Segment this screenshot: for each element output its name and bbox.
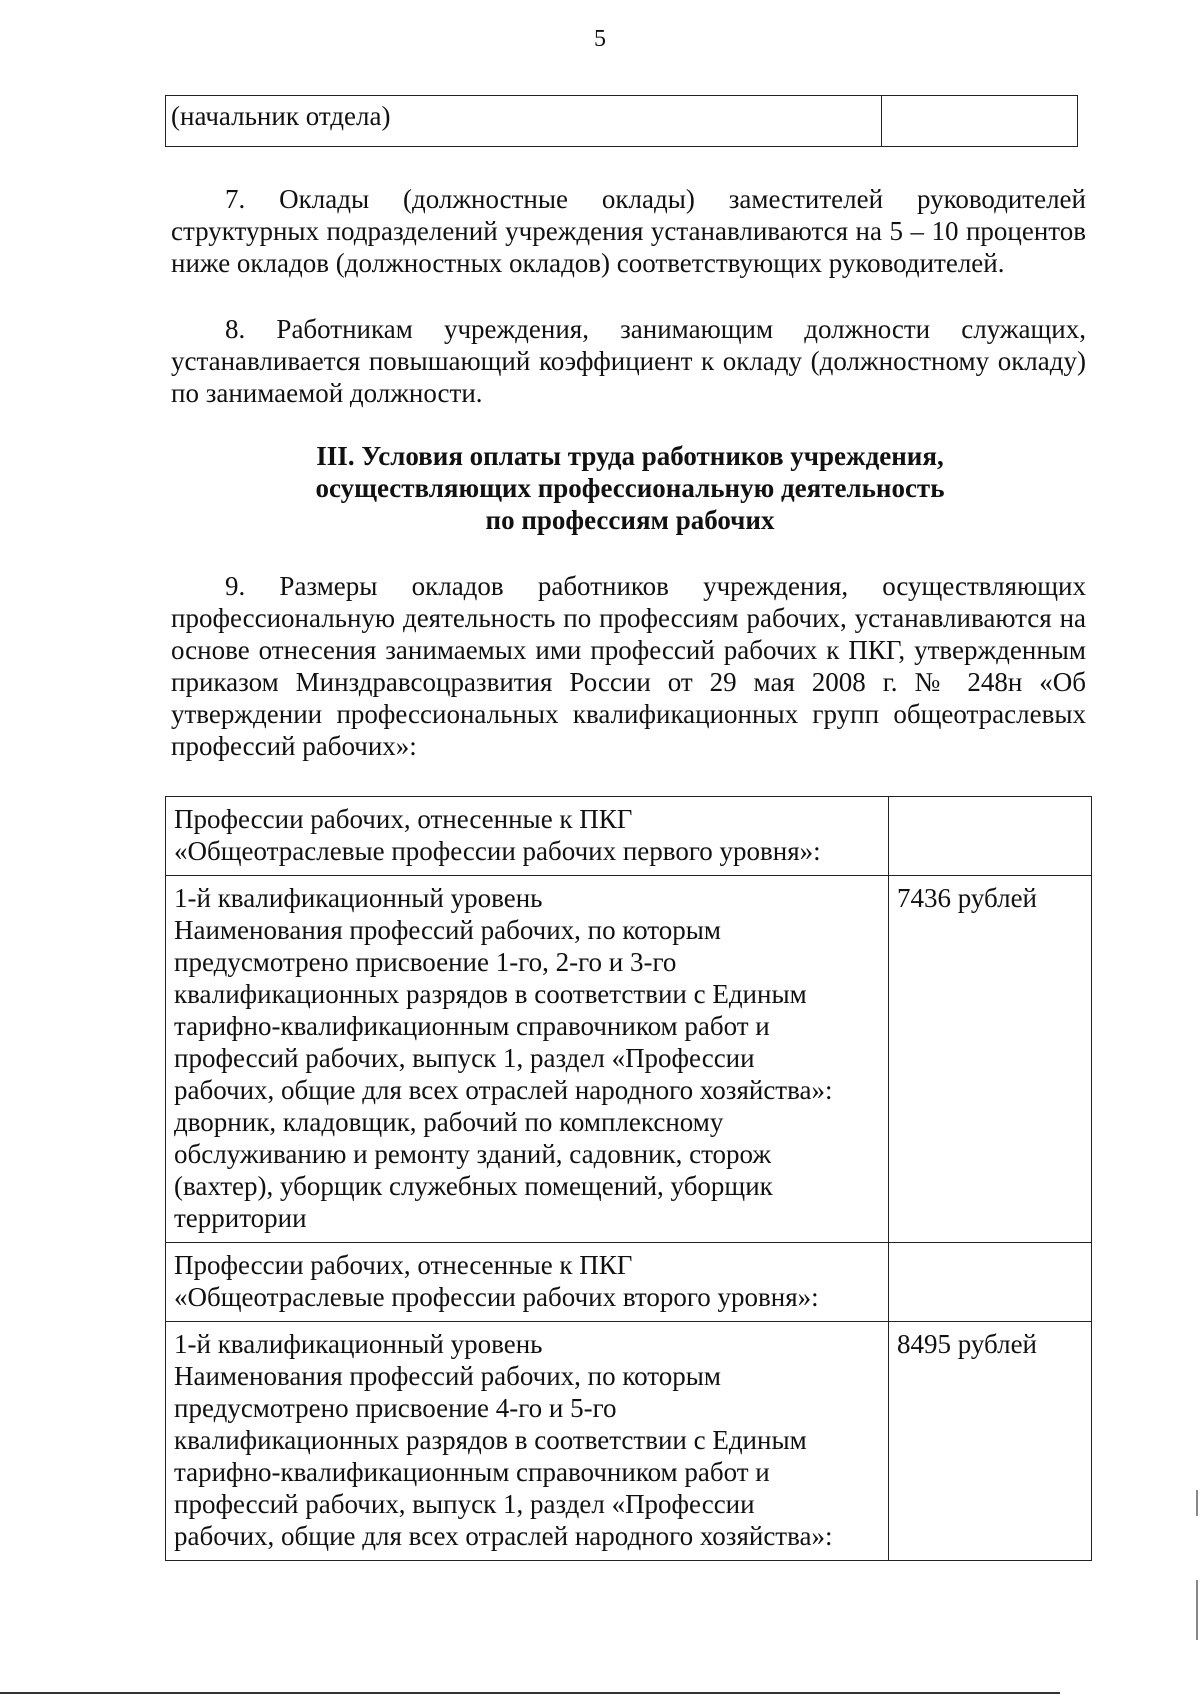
table-cell-line: 1-й квалификационный уровень <box>174 1329 543 1359</box>
heading-line: III. Условия оплаты труда работников учреждения, <box>316 441 944 471</box>
table-row <box>166 876 1092 1243</box>
table-row <box>166 797 1092 876</box>
table-cell-line: 1-й квалификационный уровень <box>174 883 543 913</box>
paragraph-7 <box>171 183 1086 279</box>
paragraph-text: 9. Размеры окладов работников учреждения, осуществляющих профессиональную деятельность по профессиям рабочих, устанавливаются на основе отнесения занимаемых ими профессий рабочих к ПКГ, утвержденным приказом Минздравсоцразвития России от 29 мая 2008 г. № 248н «Об утверждении профессиональных квалификационных групп общеотраслевых профессий рабочих»: <box>171 571 1086 761</box>
paragraph-text: 7. Оклады (должностные оклады) заместителей руководителей структурных подразделений учреждения устанавливаются на 5 – 10 процентов ниже окладов (должностных окладов) соответствующих руководителей. <box>171 184 1086 278</box>
paragraph-text: 8. Работникам учреждения, занимающим должности служащих, устанавливается повышающий коэффициент к окладу (должностному окладу) по занимаемой должности. <box>171 314 1086 408</box>
table-cell-description <box>166 876 889 1243</box>
table-cell-line: Профессии рабочих, отнесенные к ПКГ <box>174 804 633 834</box>
paragraph-9 <box>171 570 1086 762</box>
top-table <box>165 95 1078 147</box>
table-cell-line: Наименования профессий рабочих, по которым <box>174 1361 721 1391</box>
table-cell-salary <box>889 797 1092 876</box>
table-cell-line: предусмотрено присвоение 1-го, 2-го и 3-го <box>174 947 677 977</box>
table-cell-line: рабочих, общие для всех отраслей народного хозяйства»: <box>174 1075 833 1105</box>
table-cell-description <box>166 1243 889 1322</box>
table-cell-line: квалификационных разрядов в соответствии с Единым <box>174 979 807 1009</box>
table-cell-salary <box>889 1243 1092 1322</box>
table-row <box>166 1322 1092 1561</box>
table-cell-line: (вахтер), уборщик служебных помещений, уборщик <box>174 1171 773 1201</box>
table-cell-description: (начальник отдела) <box>166 96 882 147</box>
heading-line: по профессиям рабочих <box>485 505 775 535</box>
table-cell-line: Профессии рабочих, отнесенные к ПКГ <box>174 1250 633 1280</box>
page-number: 5 <box>594 26 606 52</box>
table-row <box>166 96 1078 147</box>
table-cell-line: «Общеотраслевые профессии рабочих первого уровня»: <box>174 836 821 866</box>
paragraph-8 <box>171 313 1086 409</box>
table-cell-line: предусмотрено присвоение 4-го и 5-го <box>174 1393 617 1423</box>
heading-line: осуществляющих профессиональную деятельность <box>315 473 945 503</box>
table-cell-description <box>166 1322 889 1561</box>
table-cell-value <box>882 96 1078 147</box>
table-cell-line: тарифно-квалификационным справочником работ и <box>174 1457 770 1487</box>
table-cell-line: обслуживанию и ремонту зданий, садовник, сторож <box>174 1139 772 1169</box>
table-row <box>166 1243 1092 1322</box>
page-bottom-rule <box>0 1692 1060 1694</box>
table-cell-line: рабочих, общие для всех отраслей народного хозяйства»: <box>174 1521 833 1551</box>
salary-table <box>165 796 1092 1561</box>
table-cell-line: дворник, кладовщик, рабочий по комплексному <box>174 1107 724 1137</box>
table-cell-line: тарифно-квалификационным справочником работ и <box>174 1011 770 1041</box>
table-cell-line: профессий рабочих, выпуск 1, раздел «Профессии <box>174 1043 755 1073</box>
table-cell-line: квалификационных разрядов в соответствии с Единым <box>174 1425 807 1455</box>
scan-artifact <box>1196 1490 1198 1516</box>
section-heading <box>0 440 1200 536</box>
table-cell-salary: 7436 рублей <box>889 876 1092 1243</box>
scan-artifact <box>1196 1580 1198 1640</box>
table-cell-line: территории <box>174 1203 307 1233</box>
table-cell-line: Наименования профессий рабочих, по которым <box>174 915 721 945</box>
table-cell-salary: 8495 рублей <box>889 1322 1092 1561</box>
table-cell-description <box>166 797 889 876</box>
table-cell-line: «Общеотраслевые профессии рабочих второго уровня»: <box>174 1282 819 1312</box>
table-cell-line: профессий рабочих, выпуск 1, раздел «Профессии <box>174 1489 755 1519</box>
